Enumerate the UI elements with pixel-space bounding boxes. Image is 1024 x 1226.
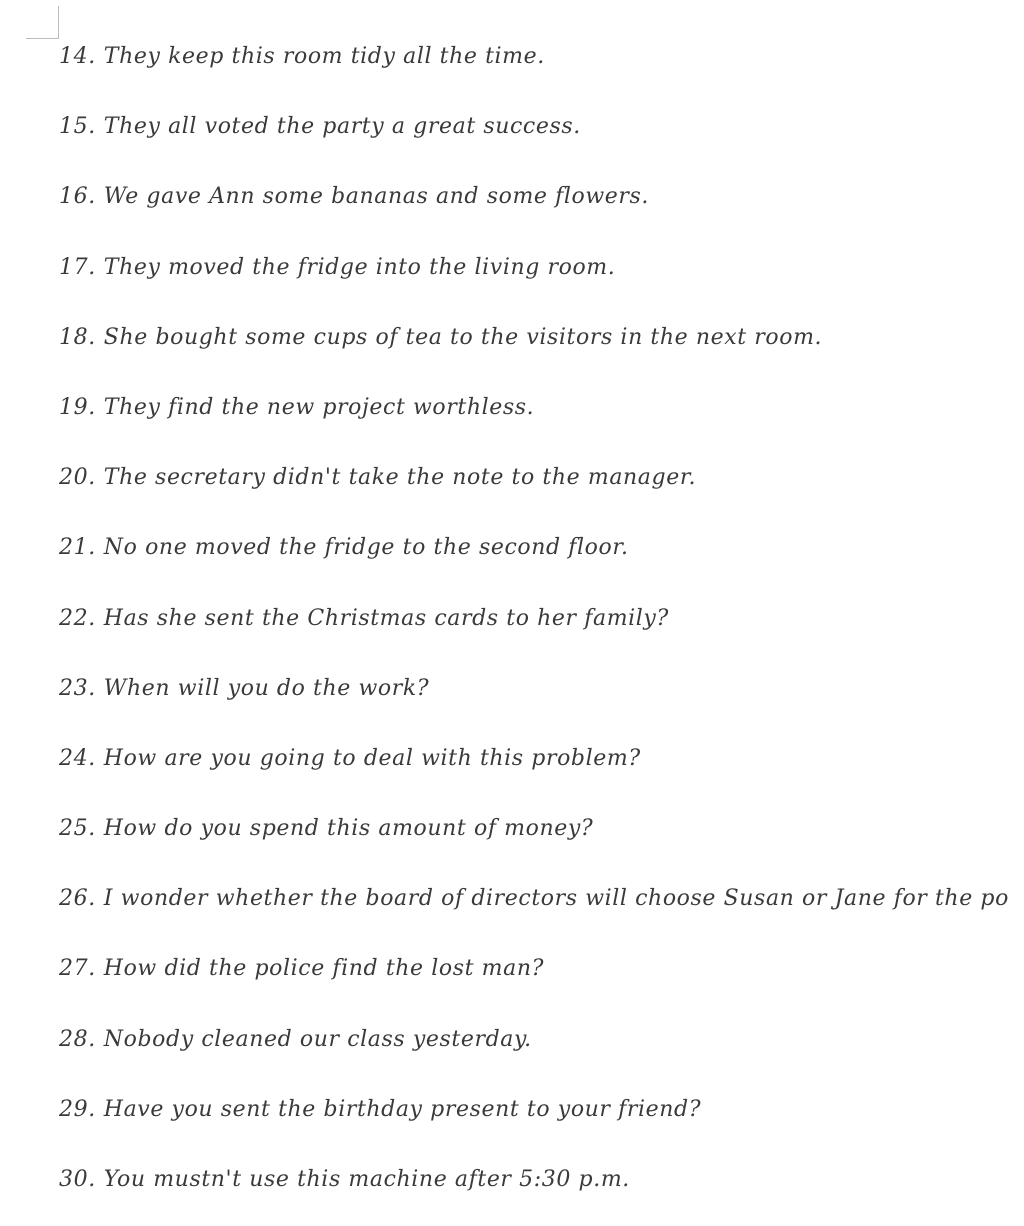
item-text: I wonder whether the board of directors will choose Susan or Jane for the po [103, 886, 1009, 912]
item-number: 24. [59, 745, 96, 771]
item-text: Has she sent the Christmas cards to her family? [103, 605, 669, 631]
list-item [59, 1091, 1024, 1161]
item-text: She bought some cups of tea to the visitors in the next room. [103, 324, 823, 350]
item-number: 21. [59, 535, 96, 561]
list-item [59, 38, 1024, 108]
item-number: 17. [59, 254, 96, 280]
item-text: They keep this room tidy all the time. [103, 44, 545, 69]
item-number: 20. [59, 465, 96, 491]
list-item [59, 389, 1024, 459]
list-item [59, 249, 1024, 319]
item-text: We gave Ann some bananas and some flowers. [103, 184, 649, 210]
list-item [59, 1021, 1024, 1091]
text-boundary-corner-mark [26, 6, 59, 39]
item-number: 26. [59, 886, 96, 912]
list-item [59, 459, 1024, 529]
item-text: The secretary didn't take the note to the manager. [103, 465, 697, 491]
list-item [59, 178, 1024, 248]
list-item [59, 880, 1024, 950]
item-number: 30. [59, 1167, 96, 1192]
item-text: Have you sent the birthday present to your friend? [103, 1096, 702, 1122]
item-number: 16. [59, 184, 96, 210]
item-number: 22. [59, 605, 96, 631]
item-text: They moved the fridge into the living room. [103, 254, 616, 280]
item-number: 25. [59, 816, 96, 842]
item-text: Nobody cleaned our class yesterday. [103, 1026, 532, 1052]
list-item [59, 319, 1024, 389]
item-text: They find the new project worthless. [103, 394, 535, 420]
list-item [59, 108, 1024, 178]
item-text: How are you going to deal with this problem? [103, 745, 641, 771]
item-text: How did the police find the lost man? [103, 956, 544, 982]
item-text: They all voted the party a great success. [103, 114, 581, 140]
list-item [59, 950, 1024, 1020]
item-number: 14. [59, 44, 96, 69]
item-number: 19. [59, 394, 96, 420]
item-number: 18. [59, 324, 96, 350]
item-text: When will you do the work? [103, 675, 430, 701]
item-number: 15. [59, 114, 96, 140]
item-text: You mustn't use this machine after 5:30 p.m. [103, 1167, 630, 1192]
item-text: No one moved the fridge to the second floor. [103, 535, 629, 561]
item-number: 27. [59, 956, 96, 982]
item-text: How do you spend this amount of money? [103, 816, 594, 842]
sentence-list [59, 38, 1024, 1226]
list-item [59, 529, 1024, 599]
item-number: 29. [59, 1096, 96, 1122]
item-number: 23. [59, 675, 96, 701]
item-number: 28. [59, 1026, 96, 1052]
list-item [59, 670, 1024, 740]
list-item [59, 810, 1024, 880]
list-item [59, 740, 1024, 810]
list-item [59, 600, 1024, 670]
list-item [59, 1161, 1024, 1226]
